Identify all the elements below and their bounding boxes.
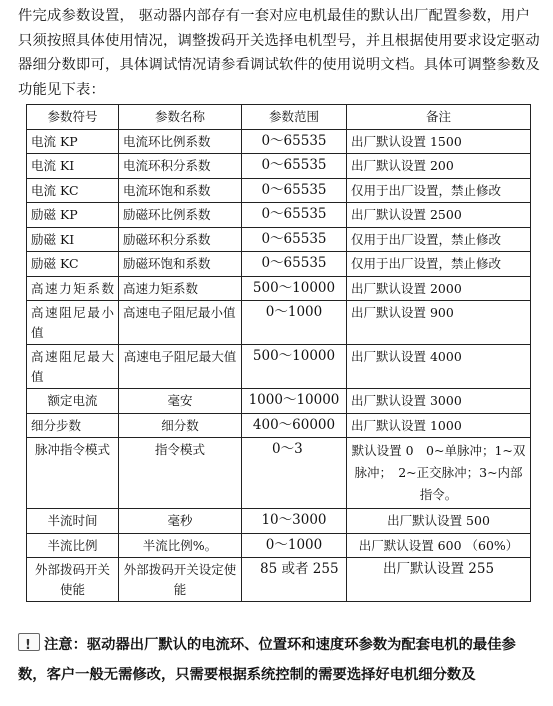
cell-remark: 出厂默认设置 1500	[347, 129, 531, 154]
header-range: 参数范围	[242, 105, 347, 130]
cell-remark: 出厂默认设置 900	[347, 301, 531, 345]
note-text: 驱动器出厂默认的电流环、位置环和速度环参数为配套电机的最佳参数，客户一般无需修改，只需要根据系统控制的需要选择好电机细分数及	[18, 637, 516, 683]
cell-name: 励磁环饱和系数	[119, 252, 242, 277]
table-row	[27, 438, 531, 509]
warning-icon	[18, 633, 40, 651]
table-row	[27, 276, 531, 301]
cell-range: 500～10000	[242, 345, 347, 389]
table-row	[27, 389, 531, 414]
table-row	[27, 558, 531, 602]
cell-symbol: 励磁 KC	[27, 252, 119, 277]
table-row	[27, 509, 531, 534]
cell-remark: 出厂默认设置 2000	[347, 276, 531, 301]
table-row	[27, 252, 531, 277]
cell-name: 高速力矩系数	[119, 276, 242, 301]
cell-remark: 出厂默认设置 3000	[347, 389, 531, 414]
table-row	[27, 345, 531, 389]
cell-name: 半流比例%。	[119, 533, 242, 558]
cell-range: 0～65535	[242, 178, 347, 203]
cell-range: 0～65535	[242, 252, 347, 277]
cell-range: 10～3000	[242, 509, 347, 534]
table-row	[27, 413, 531, 438]
table-row	[27, 203, 531, 228]
cell-remark: 出厂默认设置 2500	[347, 203, 531, 228]
cell-symbol: 高速阻尼最小值	[27, 301, 119, 345]
cell-remark: 仅用于出厂设置，禁止修改	[347, 178, 531, 203]
cell-remark: 出厂默认设置 255	[347, 558, 531, 602]
cell-name: 毫秒	[119, 509, 242, 534]
cell-symbol: 高速力矩系数	[27, 276, 119, 301]
cell-range: 0～65535	[242, 129, 347, 154]
cell-name: 电流环积分系数	[119, 154, 242, 179]
cell-name: 高速电子阻尼最大值	[119, 345, 242, 389]
cell-range: 0～1000	[242, 301, 347, 345]
table-row	[27, 129, 531, 154]
cell-symbol: 细分步数	[27, 413, 119, 438]
cell-name: 励磁环积分系数	[119, 227, 242, 252]
table-row	[27, 227, 531, 252]
table-header-row	[27, 105, 531, 130]
cell-symbol: 电流 KI	[27, 154, 119, 179]
cell-symbol: 半流时间	[27, 509, 119, 534]
table-row	[27, 533, 531, 558]
cell-range: 0～1000	[242, 533, 347, 558]
cell-remark: 仅用于出厂设置，禁止修改	[347, 252, 531, 277]
cell-name: 毫安	[119, 389, 242, 414]
table-row	[27, 301, 531, 345]
cell-remark: 出厂默认设置 1000	[347, 413, 531, 438]
cell-range: 0～65535	[242, 203, 347, 228]
cell-symbol: 励磁 KI	[27, 227, 119, 252]
cell-remark: 出厂默认设置 200	[347, 154, 531, 179]
intro-paragraph: 件完成参数设置， 驱动器内部存有一套对应电机最佳的默认出厂配置参数，用户只须按照具体使用情况，调整拨码开关选择电机型号，并且根据使用要求设定驱动器细分数即可，具体调试情况请参看调试软件的使用说明文档。具体可调整参数及功能见下表：	[18, 8, 540, 98]
cell-symbol: 励磁 KP	[27, 203, 119, 228]
cell-remark: 默认设置 0 0~单脉冲；1~双脉冲； 2~正交脉冲；3~内部指令。	[347, 438, 531, 509]
cell-name: 外部拨码开关设定使能	[119, 558, 242, 602]
cell-range: 0～3	[242, 438, 347, 509]
cell-symbol: 电流 KC	[27, 178, 119, 203]
cell-symbol: 高速阻尼最大值	[27, 345, 119, 389]
cell-name: 细分数	[119, 413, 242, 438]
cell-remark: 仅用于出厂设置，禁止修改	[347, 227, 531, 252]
cell-symbol: 额定电流	[27, 389, 119, 414]
cell-range: 0～65535	[242, 154, 347, 179]
cell-range: 400～60000	[242, 413, 347, 438]
cell-remark: 出厂默认设置 500	[347, 509, 531, 534]
header-name: 参数名称	[119, 105, 242, 130]
cell-symbol: 半流比例	[27, 533, 119, 558]
cell-name: 励磁环比例系数	[119, 203, 242, 228]
table-row	[27, 178, 531, 203]
note-paragraph	[18, 630, 540, 690]
cell-range: 85 或者 255	[242, 558, 347, 602]
cell-range: 0～65535	[242, 227, 347, 252]
cell-remark: 出厂默认设置 4000	[347, 345, 531, 389]
cell-range: 500～10000	[242, 276, 347, 301]
cell-symbol: 电流 KP	[27, 129, 119, 154]
cell-name: 电流环比例系数	[119, 129, 242, 154]
cell-remark: 出厂默认设置 600 （60%）	[347, 533, 531, 558]
note-label: 注意：	[44, 637, 87, 653]
cell-range: 1000～10000	[242, 389, 347, 414]
cell-symbol: 外部拨码开关使能	[27, 558, 119, 602]
cell-name: 指令模式	[119, 438, 242, 509]
parameter-table	[26, 104, 531, 602]
cell-name: 电流环饱和系数	[119, 178, 242, 203]
header-remark: 备注	[347, 105, 531, 130]
table-row	[27, 154, 531, 179]
cell-name: 高速电子阻尼最小值	[119, 301, 242, 345]
header-symbol: 参数符号	[27, 105, 119, 130]
cell-symbol: 脉冲指令模式	[27, 438, 119, 509]
